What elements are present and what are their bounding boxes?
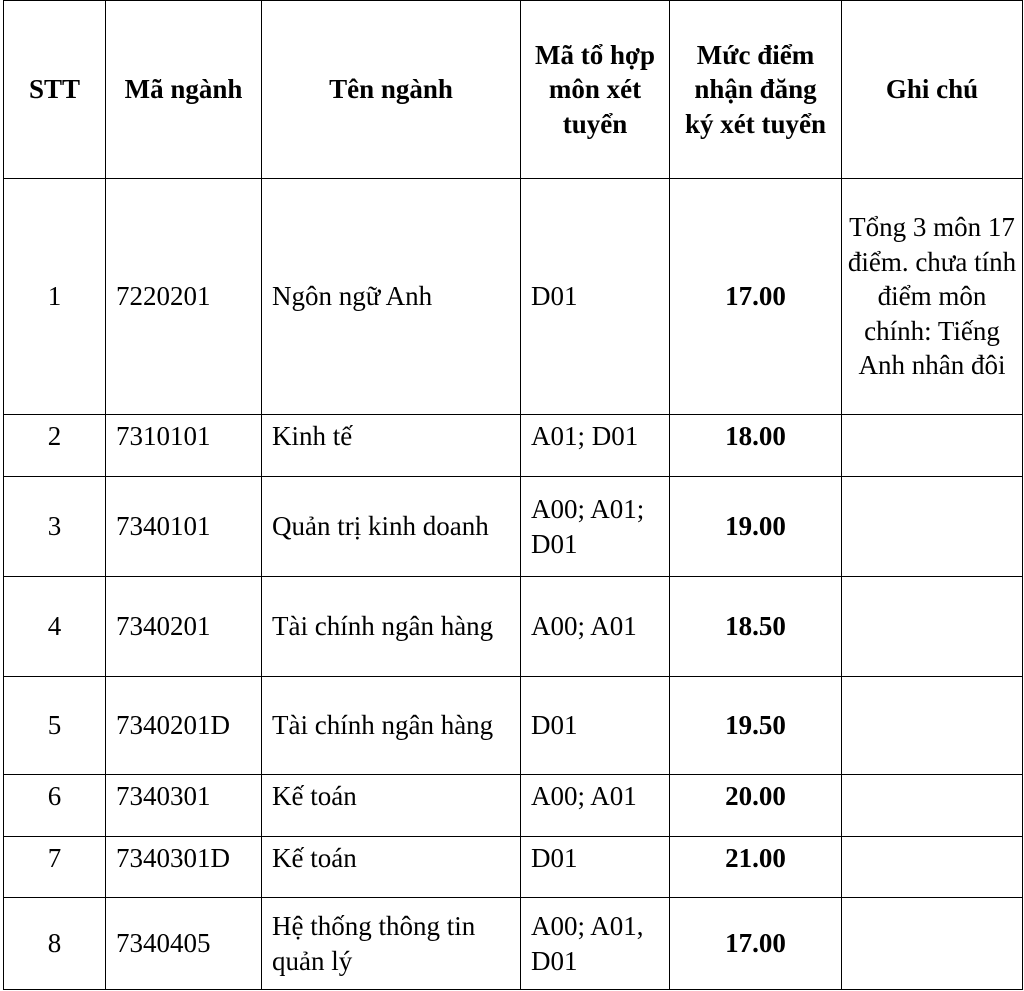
- cell-ma-nganh: 7340301D: [106, 837, 262, 898]
- cell-diem: 17.00: [670, 179, 842, 415]
- cell-to-hop: A00; A01, D01: [521, 898, 670, 990]
- cell-ma-nganh: 7340405: [106, 898, 262, 990]
- cell-stt: 1: [4, 179, 106, 415]
- cell-ten-nganh: Tài chính ngân hàng: [262, 577, 521, 677]
- cell-ma-nganh: 7340201D: [106, 677, 262, 775]
- cell-ma-nganh: 7340101: [106, 477, 262, 577]
- cell-ghi-chu: [842, 775, 1023, 837]
- cell-ghi-chu: [842, 477, 1023, 577]
- table-row: [4, 577, 1023, 677]
- cell-ghi-chu: [842, 577, 1023, 677]
- cell-stt: 4: [4, 577, 106, 677]
- cell-ten-nganh: Kế toán: [262, 837, 521, 898]
- cell-ghi-chu: [842, 677, 1023, 775]
- cell-diem: 20.00: [670, 775, 842, 837]
- cell-to-hop: A00; A01; D01: [521, 477, 670, 577]
- cell-stt: 6: [4, 775, 106, 837]
- table-row: [4, 677, 1023, 775]
- cell-ten-nganh: Tài chính ngân hàng: [262, 677, 521, 775]
- cell-ten-nganh: Kinh tế: [262, 415, 521, 477]
- cell-to-hop: A00; A01: [521, 577, 670, 677]
- cell-diem: 18.00: [670, 415, 842, 477]
- cell-diem: 17.00: [670, 898, 842, 990]
- table-row: [4, 415, 1023, 477]
- cell-stt: 5: [4, 677, 106, 775]
- header-ghi-chu: Ghi chú: [842, 1, 1023, 179]
- cell-ma-nganh: 7340201: [106, 577, 262, 677]
- header-ten-nganh: Tên ngành: [262, 1, 521, 179]
- cell-ghi-chu: [842, 898, 1023, 990]
- cell-ten-nganh: Hệ thống thông tin quản lý: [262, 898, 521, 990]
- cell-to-hop: A00; A01: [521, 775, 670, 837]
- table-row: [4, 179, 1023, 415]
- header-muc-diem: Mức điểm nhận đăng ký xét tuyển: [670, 1, 842, 179]
- cell-ma-nganh: 7310101: [106, 415, 262, 477]
- cell-ghi-chu: Tổng 3 môn 17 điểm. chưa tính điểm môn chính: Tiếng Anh nhân đôi: [842, 179, 1023, 415]
- admission-table: [3, 0, 1023, 990]
- cell-stt: 7: [4, 837, 106, 898]
- cell-to-hop: A01; D01: [521, 415, 670, 477]
- cell-ghi-chu: [842, 415, 1023, 477]
- cell-to-hop: D01: [521, 677, 670, 775]
- header-ma-nganh: Mã ngành: [106, 1, 262, 179]
- cell-diem: 18.50: [670, 577, 842, 677]
- cell-to-hop: D01: [521, 179, 670, 415]
- table-row: [4, 775, 1023, 837]
- cell-ten-nganh: Ngôn ngữ Anh: [262, 179, 521, 415]
- cell-ghi-chu: [842, 837, 1023, 898]
- cell-stt: 8: [4, 898, 106, 990]
- cell-stt: 2: [4, 415, 106, 477]
- cell-ten-nganh: Kế toán: [262, 775, 521, 837]
- header-row: [4, 1, 1023, 179]
- table-row: [4, 837, 1023, 898]
- table-row: [4, 477, 1023, 577]
- cell-ma-nganh: 7340301: [106, 775, 262, 837]
- cell-stt: 3: [4, 477, 106, 577]
- cell-ten-nganh: Quản trị kinh doanh: [262, 477, 521, 577]
- cell-diem: 19.50: [670, 677, 842, 775]
- table-row: [4, 898, 1023, 990]
- cell-diem: 21.00: [670, 837, 842, 898]
- cell-ma-nganh: 7220201: [106, 179, 262, 415]
- header-ma-to-hop: Mã tổ hợp môn xét tuyển: [521, 1, 670, 179]
- cell-diem: 19.00: [670, 477, 842, 577]
- cell-to-hop: D01: [521, 837, 670, 898]
- header-stt: STT: [4, 1, 106, 179]
